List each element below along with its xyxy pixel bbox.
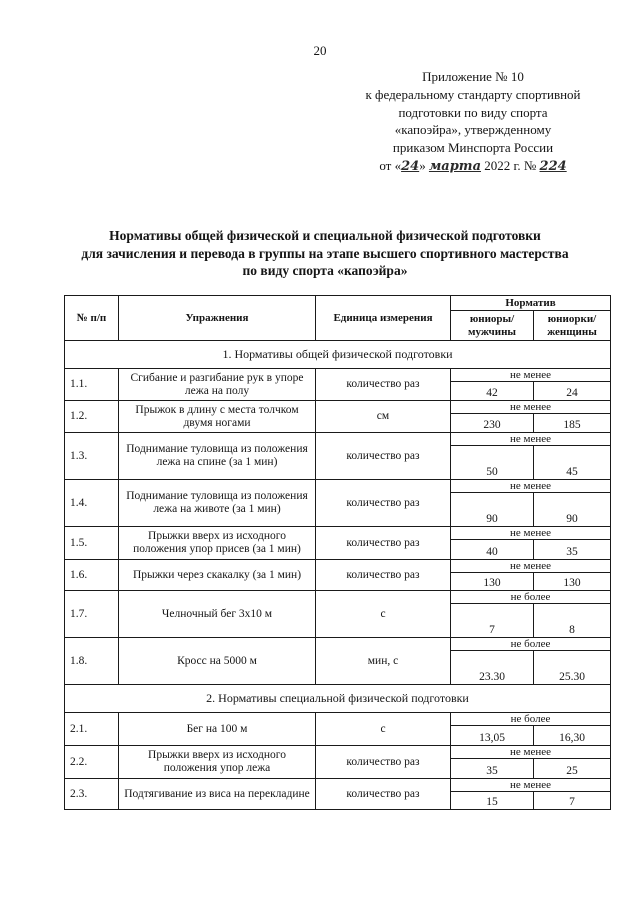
row-number: 1.8. bbox=[65, 638, 119, 685]
exercise-name: Кросс на 5000 м bbox=[119, 638, 316, 685]
header-exercise: Упражнения bbox=[119, 296, 316, 341]
male-norm-value: 50 bbox=[451, 446, 534, 480]
norm-condition: не менее bbox=[451, 560, 611, 573]
female-norm-value: 24 bbox=[534, 382, 611, 401]
header-male: юниоры/ мужчины bbox=[451, 311, 534, 341]
exercise-name: Прыжки через скакалку (за 1 мин) bbox=[119, 560, 316, 591]
female-norm-value: 90 bbox=[534, 493, 611, 527]
exercise-name: Поднимание туловища из положения лежа на спине (за 1 мин) bbox=[119, 433, 316, 480]
norm-condition: не менее bbox=[451, 480, 611, 493]
section-heading: 2. Нормативы специальной физической подготовки bbox=[65, 685, 611, 713]
norm-condition: не более bbox=[451, 713, 611, 726]
row-number: 2.2. bbox=[65, 746, 119, 779]
exercise-name: Бег на 100 м bbox=[119, 713, 316, 746]
title-line: для зачисления и перевода в группы на этапе высшего спортивного мастерства bbox=[81, 245, 569, 261]
unit-of-measure: количество раз bbox=[316, 433, 451, 480]
row-number: 1.5. bbox=[65, 527, 119, 560]
row-number: 1.2. bbox=[65, 401, 119, 433]
exercise-name: Сгибание и разгибание рук в упоре лежа на полу bbox=[119, 369, 316, 401]
female-norm-value: 16,30 bbox=[534, 726, 611, 746]
row-number: 1.1. bbox=[65, 369, 119, 401]
female-norm-value: 8 bbox=[534, 604, 611, 638]
row-number: 1.3. bbox=[65, 433, 119, 480]
male-norm-value: 23.30 bbox=[451, 651, 534, 685]
norm-condition: не менее bbox=[451, 401, 611, 414]
order-year: 2022 г. № bbox=[484, 157, 537, 173]
row-number: 2.3. bbox=[65, 779, 119, 810]
order-line bbox=[342, 157, 604, 176]
order-prefix: от « bbox=[379, 157, 402, 173]
row-number: 2.1. bbox=[65, 713, 119, 746]
appendix-line: подготовки по виду спорта bbox=[398, 104, 548, 120]
exercise-name: Прыжок в длину с места толчком двумя ногами bbox=[119, 401, 316, 433]
header-unit: Единица измерения bbox=[316, 296, 451, 341]
row-number: 1.6. bbox=[65, 560, 119, 591]
table-row bbox=[65, 401, 611, 414]
header-female: юниорки/ женщины bbox=[534, 311, 611, 341]
handwritten-number: 224 bbox=[539, 158, 567, 174]
document-title bbox=[40, 227, 610, 280]
table-row bbox=[65, 560, 611, 573]
row-number: 1.7. bbox=[65, 591, 119, 638]
unit-of-measure: количество раз bbox=[316, 746, 451, 779]
table-row bbox=[65, 779, 611, 792]
male-norm-value: 7 bbox=[451, 604, 534, 638]
female-norm-value: 7 bbox=[534, 792, 611, 810]
unit-of-measure: мин, с bbox=[316, 638, 451, 685]
female-norm-value: 25.30 bbox=[534, 651, 611, 685]
norm-condition: не более bbox=[451, 638, 611, 651]
table-row bbox=[65, 369, 611, 382]
male-norm-value: 15 bbox=[451, 792, 534, 810]
page-number: 20 bbox=[313, 43, 327, 58]
norm-condition: не менее bbox=[451, 779, 611, 792]
handwritten-month: марта bbox=[428, 158, 481, 174]
male-norm-value: 90 bbox=[451, 493, 534, 527]
female-norm-value: 35 bbox=[534, 540, 611, 560]
header-num: № п/п bbox=[65, 296, 119, 341]
norm-condition: не менее bbox=[451, 369, 611, 382]
unit-of-measure: количество раз bbox=[316, 480, 451, 527]
table-row bbox=[65, 713, 611, 726]
female-norm-value: 45 bbox=[534, 446, 611, 480]
female-norm-value: 25 bbox=[534, 759, 611, 779]
exercise-name: Подтягивание из виса на перекладине bbox=[119, 779, 316, 810]
female-norm-value: 130 bbox=[534, 573, 611, 591]
unit-of-measure: количество раз bbox=[316, 560, 451, 591]
unit-of-measure: см bbox=[316, 401, 451, 433]
appendix-line: к федеральному стандарту спортивной bbox=[365, 86, 581, 102]
handwritten-day: 24 bbox=[401, 158, 420, 174]
male-norm-value: 130 bbox=[451, 573, 534, 591]
male-norm-value: 35 bbox=[451, 759, 534, 779]
title-line: по виду спорта «капоэйра» bbox=[242, 263, 408, 278]
unit-of-measure: с bbox=[316, 591, 451, 638]
exercise-name: Челночный бег 3х10 м bbox=[119, 591, 316, 638]
male-norm-value: 230 bbox=[451, 414, 534, 433]
appendix-block bbox=[342, 68, 604, 176]
section-heading: 1. Нормативы общей физической подготовки bbox=[65, 341, 611, 369]
row-number: 1.4. bbox=[65, 480, 119, 527]
appendix-line: «капоэйра», утвержденному bbox=[394, 122, 552, 138]
norms-table bbox=[64, 295, 611, 810]
table-row bbox=[65, 480, 611, 493]
table-row bbox=[65, 746, 611, 759]
male-norm-value: 13,05 bbox=[451, 726, 534, 746]
norm-condition: не менее bbox=[451, 527, 611, 540]
header-norm: Норматив bbox=[451, 296, 611, 311]
title-line: Нормативы общей физической и специальной физической подготовки bbox=[109, 228, 541, 243]
norm-condition: не более bbox=[451, 591, 611, 604]
exercise-name: Прыжки вверх из исходного положения упор присев (за 1 мин) bbox=[119, 527, 316, 560]
unit-of-measure: количество раз bbox=[316, 779, 451, 810]
table-row bbox=[65, 591, 611, 604]
unit-of-measure: количество раз bbox=[316, 369, 451, 401]
order-mid: » bbox=[419, 157, 426, 173]
appendix-line: Приложение № 10 bbox=[422, 69, 524, 84]
unit-of-measure: с bbox=[316, 713, 451, 746]
female-norm-value: 185 bbox=[534, 414, 611, 433]
norm-condition: не менее bbox=[451, 746, 611, 759]
table-body bbox=[65, 341, 611, 810]
table-row bbox=[65, 527, 611, 540]
male-norm-value: 42 bbox=[451, 382, 534, 401]
unit-of-measure: количество раз bbox=[316, 527, 451, 560]
norm-condition: не менее bbox=[451, 433, 611, 446]
male-norm-value: 40 bbox=[451, 540, 534, 560]
exercise-name: Поднимание туловища из положения лежа на животе (за 1 мин) bbox=[119, 480, 316, 527]
table-row bbox=[65, 433, 611, 446]
appendix-line: приказом Минспорта России bbox=[392, 140, 554, 156]
table-row bbox=[65, 638, 611, 651]
exercise-name: Прыжки вверх из исходного положения упор лежа bbox=[119, 746, 316, 779]
